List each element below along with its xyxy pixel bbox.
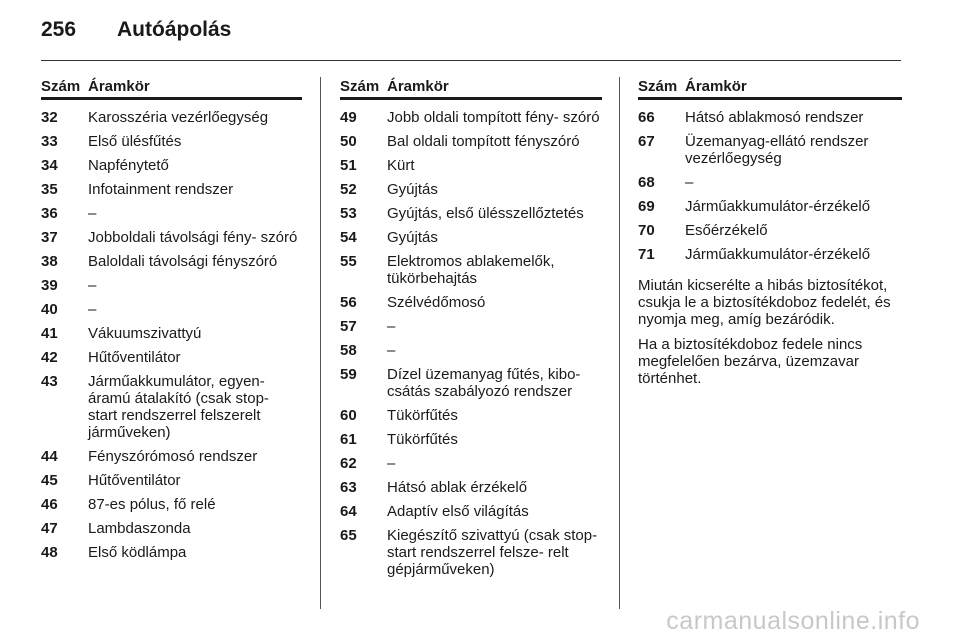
fuse-circuit: Infotainment rendszer [88,181,234,198]
fuse-circuit: – [387,342,396,359]
fuse-row [41,174,302,198]
fuse-row [638,99,902,127]
fuse-circuit: Hűtőventilátor [88,349,181,366]
fuse-circuit: Járműakkumulátor-érzékelő [685,246,871,263]
fuse-rows [41,99,302,562]
fuse-row [340,99,602,127]
fuse-row [340,496,602,520]
fuse-row [638,126,902,167]
header-circuit: Áramkör [685,78,902,99]
fuse-row [340,359,602,400]
fuse-circuit: Gyújtás [387,181,438,198]
fuse-number: 71 [638,246,655,263]
notes [638,277,902,387]
fuse-number: 63 [340,479,357,496]
fuse-circuit: Lambdaszonda [88,520,191,537]
fuse-circuit: Elektromos ablakemelők, tükörbehajtás [387,253,555,287]
fuse-rows [340,99,602,579]
fuse-number: 64 [340,503,357,520]
fuse-row [340,126,602,150]
column-divider-1 [320,77,321,609]
page-title: Autóápolás [117,18,232,41]
fuse-number: 43 [41,373,58,390]
fuse-row [41,513,302,537]
header-number: Szám [41,78,88,99]
fuse-row [41,366,302,441]
fuse-circuit: Karosszéria vezérlőegység [88,109,269,126]
fuse-circuit: Hűtőventilátor [88,472,181,489]
fuse-row [340,198,602,222]
page-header [41,14,921,46]
fuse-circuit: Tükörfűtés [387,431,458,448]
fuse-circuit: Adaptív első világítás [387,503,529,520]
fuse-row [340,520,602,578]
fuse-number: 32 [41,109,58,126]
fuse-circuit: Járműakkumulátor, egyen- áramú átalakító (csak stop- start rendszerrel felszerelt járműveken) [88,373,269,441]
note-paragraph: Ha a biztosítékdoboz fedele nincs megfelelően bezárva, üzemzavar történhet. [638,336,863,387]
fuse-number: 45 [41,472,58,489]
fuse-row [340,287,602,311]
fuse-circuit: Jobboldali távolsági fény- szóró [88,229,298,246]
fuse-column-2 [340,78,602,578]
fuse-row [41,318,302,342]
fuse-circuit: Szélvédőmosó [387,294,486,311]
fuse-circuit: – [387,318,396,335]
fuse-circuit: Dízel üzemanyag fűtés, kibo- csátás szabályozó rendszer [387,366,581,400]
fuse-number: 40 [41,301,58,318]
fuse-circuit: Fényszórómosó rendszer [88,448,258,465]
fuse-number: 54 [340,229,357,246]
fuse-column-3 [638,78,902,395]
fuse-row [340,424,602,448]
fuse-number: 62 [340,455,357,472]
fuse-number: 48 [41,544,58,561]
fuse-row [41,270,302,294]
column-divider-2 [619,77,620,609]
fuse-row [340,246,602,287]
fuse-row [41,537,302,561]
fuse-number: 44 [41,448,58,465]
fuse-circuit: Gyújtás, első ülésszellőztetés [387,205,584,222]
fuse-number: 70 [638,222,655,239]
header-rule [41,60,901,61]
fuse-number: 61 [340,431,357,448]
fuse-number: 42 [41,349,58,366]
fuse-row [41,99,302,127]
page-number: 256 [41,18,77,41]
fuse-circuit: Vákuumszivattyú [88,325,202,342]
fuse-rows [638,99,902,264]
fuse-number: 47 [41,520,58,537]
fuse-row [41,294,302,318]
fuse-row [638,239,902,263]
fuse-number: 46 [41,496,58,513]
fuse-row [638,215,902,239]
fuse-row [340,311,602,335]
fuse-circuit: – [685,174,694,191]
fuse-number: 50 [340,133,357,150]
fuse-circuit: – [88,277,97,294]
fuse-number: 58 [340,342,357,359]
fuse-number: 33 [41,133,58,150]
fuse-row [340,174,602,198]
fuse-number: 59 [340,366,357,383]
fuse-number: 51 [340,157,357,174]
fuse-row [41,441,302,465]
fuse-circuit: 87-es pólus, fő relé [88,496,216,513]
fuse-number: 60 [340,407,357,424]
fuse-circuit: – [387,455,396,472]
fuse-row [41,222,302,246]
fuse-column-1 [41,78,302,561]
fuse-circuit: Kürt [387,157,415,174]
fuse-circuit: Üzemanyag-ellátó rendszer vezérlőegység [685,133,869,167]
fuse-number: 34 [41,157,58,174]
note-paragraph: Miután kicserélte a hibás biztosítékot, csukja le a biztosítékdoboz fedelét, és nyomja meg, amíg bezáródik. [638,277,891,328]
fuse-row [340,400,602,424]
fuse-row [340,335,602,359]
fuse-row [638,191,902,215]
fuse-table-2 [340,78,602,578]
fuse-row [41,342,302,366]
fuse-circuit: Esőérzékelő [685,222,768,239]
fuse-number: 57 [340,318,357,335]
fuse-number: 66 [638,109,655,126]
fuse-number: 36 [41,205,58,222]
fuse-circuit: Napfénytető [88,157,169,174]
fuse-number: 68 [638,174,655,191]
fuse-row [41,246,302,270]
fuse-circuit: Tükörfűtés [387,407,458,424]
watermark: carmanualsonline.info [666,607,920,635]
fuse-row [41,150,302,174]
header-number: Szám [638,78,685,99]
fuse-table-3 [638,78,902,263]
fuse-row [41,198,302,222]
fuse-circuit: Kiegészítő szivattyú (csak stop-start rendszerrel felsze- relt gépjárműveken) [387,527,598,578]
fuse-number: 67 [638,133,655,150]
fuse-number: 55 [340,253,357,270]
fuse-circuit: Gyújtás [387,229,438,246]
fuse-row [41,465,302,489]
fuse-number: 65 [340,527,357,544]
fuse-circuit: – [88,301,97,318]
fuse-number: 41 [41,325,58,342]
fuse-circuit: Első ködlámpa [88,544,187,561]
header-circuit: Áramkör [88,78,302,99]
fuse-circuit: Hátsó ablakmosó rendszer [685,109,864,126]
fuse-row [638,167,902,191]
fuse-row [340,222,602,246]
fuse-row [41,489,302,513]
fuse-number: 38 [41,253,58,270]
fuse-number: 53 [340,205,357,222]
fuse-circuit: Hátsó ablak érzékelő [387,479,528,496]
fuse-row [340,150,602,174]
fuse-row [41,126,302,150]
fuse-circuit: Járműakkumulátor-érzékelő [685,198,871,215]
fuse-circuit: Bal oldali tompított fényszóró [387,133,580,150]
fuse-number: 37 [41,229,58,246]
fuse-circuit: Baloldali távolsági fényszóró [88,253,278,270]
fuse-circuit: – [88,205,97,222]
fuse-number: 49 [340,109,357,126]
header-number: Szám [340,78,387,99]
fuse-number: 52 [340,181,357,198]
fuse-number: 69 [638,198,655,215]
fuse-row [340,472,602,496]
header-circuit: Áramkör [387,78,602,99]
fuse-circuit: Jobb oldali tompított fény- szóró [387,109,600,126]
fuse-table-1 [41,78,302,561]
fuse-number: 39 [41,277,58,294]
fuse-circuit: Első ülésfűtés [88,133,182,150]
fuse-row [340,448,602,472]
fuse-number: 56 [340,294,357,311]
fuse-number: 35 [41,181,58,198]
